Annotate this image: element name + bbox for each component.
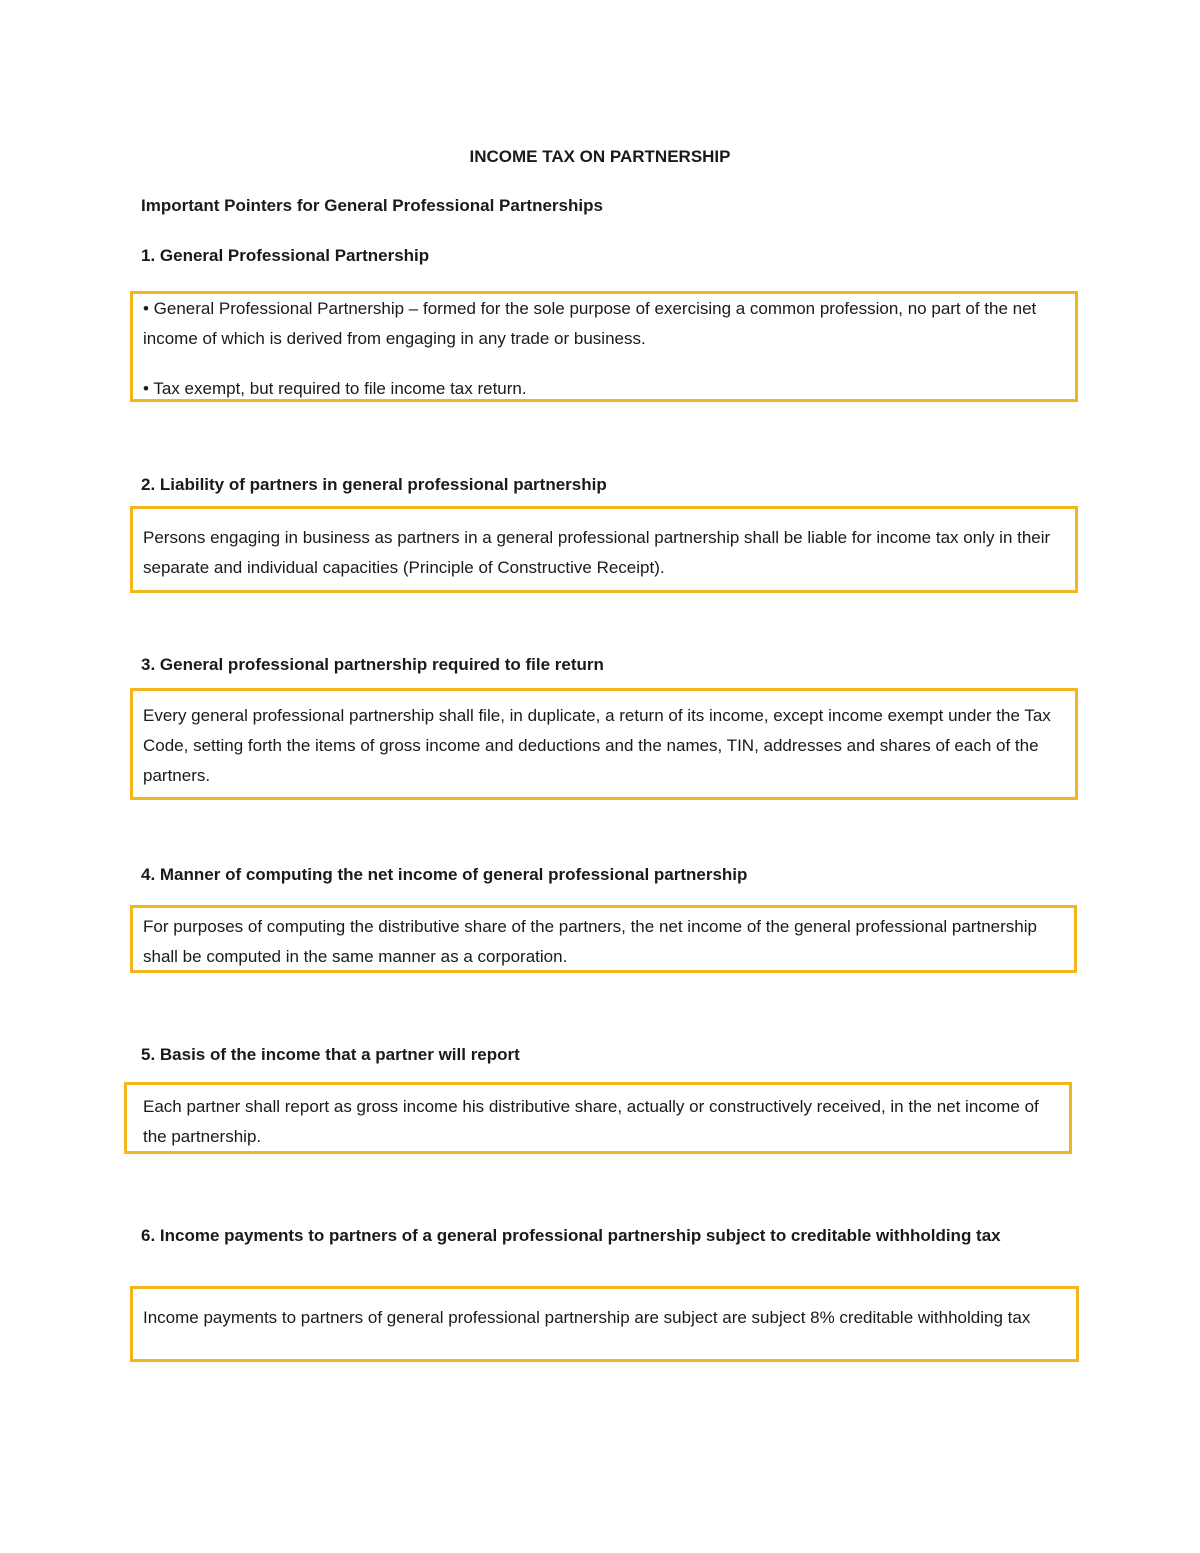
- document-subtitle: Important Pointers for General Professional Partnerships: [141, 196, 603, 215]
- section-4-heading: 4. Manner of computing the net income of general professional partnership: [141, 865, 748, 884]
- section-1-box: [130, 291, 1078, 402]
- section-3-paragraph: Every general professional partnership shall file, in duplicate, a return of its income, except income exempt under the Tax Code, setting forth the items of gross income and deductions and the names, TIN, addresses and shares of each of the partners.: [143, 706, 1051, 785]
- section-3-box: [130, 688, 1078, 800]
- section-1-paragraph-2: • Tax exempt, but required to file income tax return.: [143, 379, 527, 398]
- section-5-box: [124, 1082, 1072, 1154]
- section-5-paragraph: Each partner shall report as gross income his distributive share, actually or constructively received, in the net income of the partnership.: [143, 1097, 1039, 1146]
- section-6-heading: 6. Income payments to partners of a general professional partnership subject to creditable withholding tax: [141, 1226, 1001, 1245]
- section-1-paragraph-1: • General Professional Partnership – formed for the sole purpose of exercising a common profession, no part of the net income of which is derived from engaging in any trade or business.: [143, 299, 1037, 348]
- section-4-box: [130, 905, 1077, 973]
- section-1-heading: 1. General Professional Partnership: [141, 246, 430, 265]
- section-6-paragraph: Income payments to partners of general professional partnership are subject are subject 8% creditable withholding tax: [143, 1308, 1031, 1327]
- section-6-box: [130, 1286, 1079, 1362]
- section-2-paragraph: Persons engaging in business as partners in a general professional partnership shall be liable for income tax only in their separate and individual capacities (Principle of Constructive Receipt).: [143, 528, 1051, 577]
- section-2-box: [130, 506, 1078, 593]
- section-2-heading: 2. Liability of partners in general professional partnership: [141, 475, 607, 494]
- section-4-paragraph: For purposes of computing the distributive share of the partners, the net income of the general professional partnership shall be computed in the same manner as a corporation.: [143, 917, 1037, 966]
- page-title: INCOME TAX ON PARTNERSHIP: [469, 147, 731, 166]
- section-3-heading: 3. General professional partnership required to file return: [141, 655, 604, 674]
- section-5-heading: 5. Basis of the income that a partner will report: [141, 1045, 520, 1064]
